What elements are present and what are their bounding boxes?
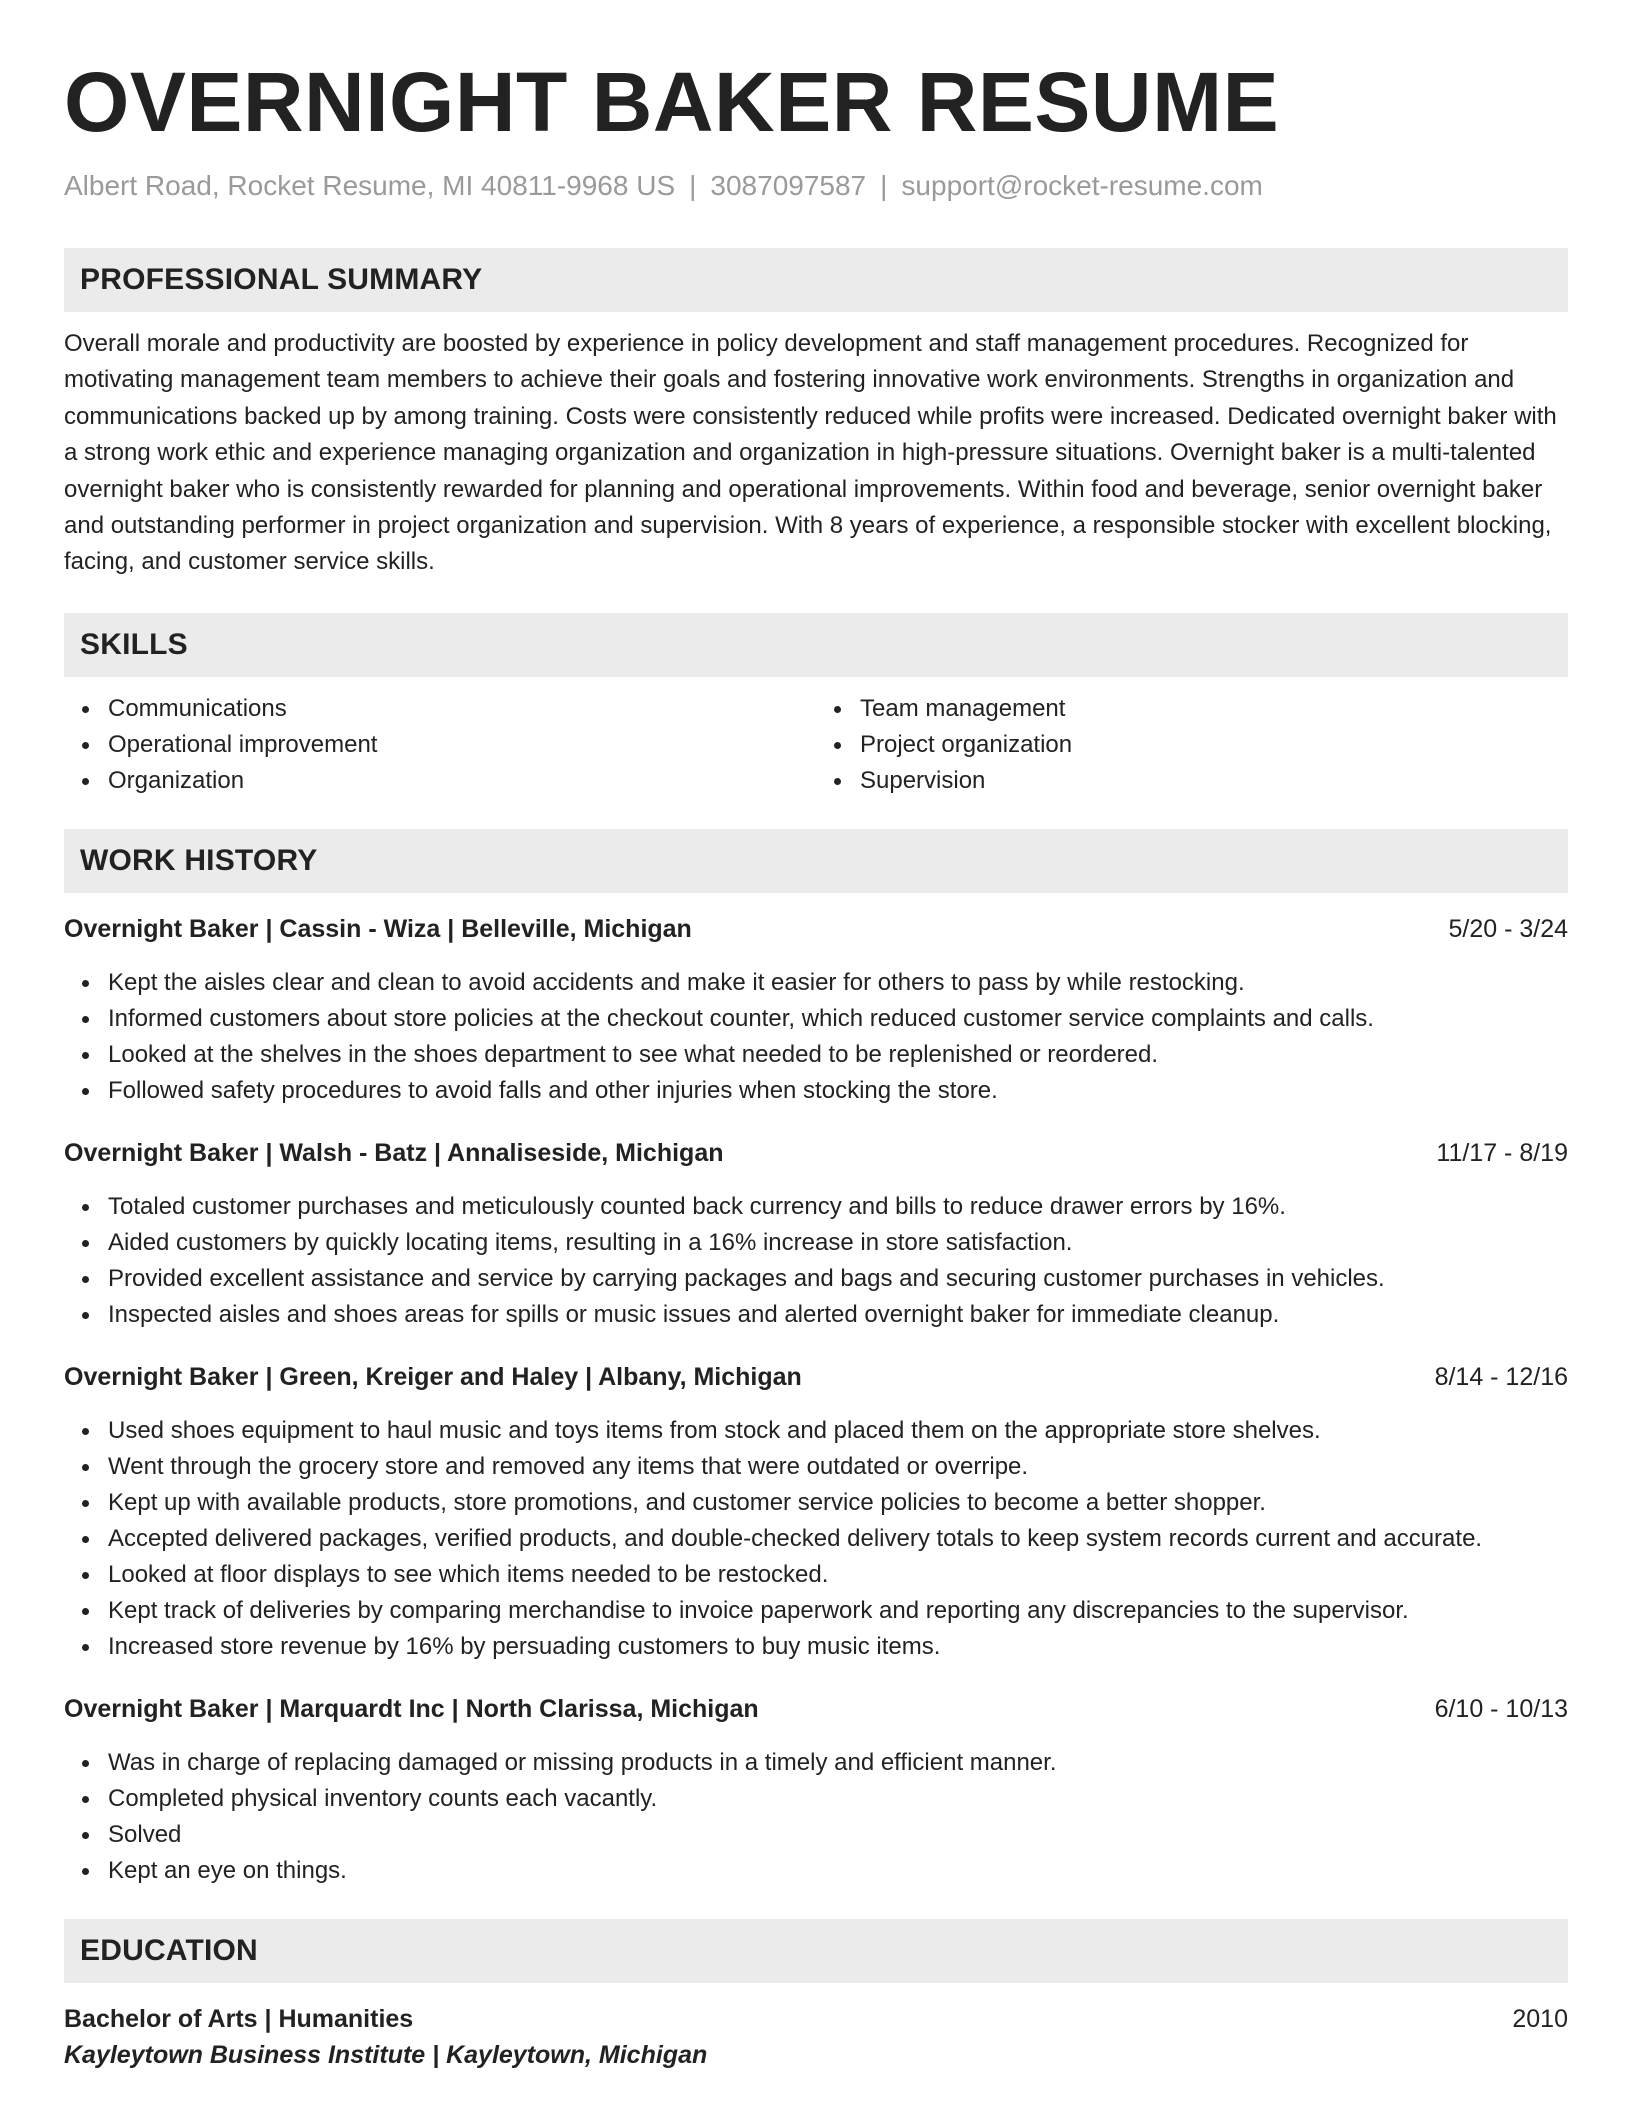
job-header bbox=[64, 1359, 1568, 1395]
skill-item: Project organization bbox=[860, 727, 1568, 763]
job-header bbox=[64, 1135, 1568, 1171]
education-entry bbox=[64, 2001, 1568, 2073]
job-header bbox=[64, 1691, 1568, 1727]
contact-separator: | bbox=[880, 170, 888, 201]
job-bullet: Solved bbox=[108, 1817, 1568, 1853]
job-bullet: Followed safety procedures to avoid falls and other injuries when stocking the store. bbox=[108, 1073, 1568, 1109]
job-dates: 6/10 - 10/13 bbox=[1434, 1694, 1568, 1723]
job-bullet: Went through the grocery store and removed any items that were outdated or overripe. bbox=[108, 1449, 1568, 1485]
skill-item: Team management bbox=[860, 691, 1568, 727]
job-title: Overnight Baker | Green, Kreiger and Haley | Albany, Michigan bbox=[64, 1362, 802, 1391]
job-bullet: Inspected aisles and shoes areas for spills or music issues and alerted overnight baker for immediate cleanup. bbox=[108, 1297, 1568, 1333]
skills-column-right bbox=[816, 691, 1568, 799]
job-bullets bbox=[64, 965, 1568, 1109]
job-bullet: Used shoes equipment to haul music and toys items from stock and placed them on the appropriate store shelves. bbox=[108, 1413, 1568, 1449]
skill-item: Communications bbox=[108, 691, 816, 727]
skills-column-left bbox=[64, 691, 816, 799]
resume-page bbox=[64, 52, 1568, 2073]
job-bullet: Looked at the shelves in the shoes department to see what needed to be replenished or reordered. bbox=[108, 1037, 1568, 1073]
job-title: Overnight Baker | Walsh - Batz | Annaliseside, Michigan bbox=[64, 1138, 724, 1167]
job-bullet: Increased store revenue by 16% by persuading customers to buy music items. bbox=[108, 1629, 1568, 1665]
section-header-skills bbox=[64, 613, 1568, 677]
job-bullet: Looked at floor displays to see which items needed to be restocked. bbox=[108, 1557, 1568, 1593]
job-entry bbox=[64, 911, 1568, 1109]
job-bullet: Completed physical inventory counts each vacantly. bbox=[108, 1781, 1568, 1817]
job-entry bbox=[64, 1359, 1568, 1665]
contact-phone: 3087097587 bbox=[710, 170, 867, 201]
section-header-work-history bbox=[64, 829, 1568, 893]
job-bullets bbox=[64, 1189, 1568, 1333]
section-title: PROFESSIONAL SUMMARY bbox=[80, 263, 483, 296]
section-title: SKILLS bbox=[80, 627, 188, 661]
resume-title: OVERNIGHT BAKER RESUME bbox=[64, 55, 1280, 149]
education-school: Kayleytown Business Institute | Kayleytown, Michigan bbox=[64, 2040, 708, 2069]
job-bullet: Kept up with available products, store promotions, and customer service policies to become a better shopper. bbox=[108, 1485, 1568, 1521]
job-bullet: Kept an eye on things. bbox=[108, 1853, 1568, 1889]
job-bullets bbox=[64, 1745, 1568, 1889]
job-title: Overnight Baker | Marquardt Inc | North Clarissa, Michigan bbox=[64, 1694, 759, 1723]
education-year: 2010 bbox=[1512, 2004, 1568, 2033]
job-entry bbox=[64, 1691, 1568, 1889]
section-title: EDUCATION bbox=[80, 1933, 258, 1967]
education-header bbox=[64, 2001, 1568, 2037]
job-bullet: Kept the aisles clear and clean to avoid accidents and make it easier for others to pass by while restocking. bbox=[108, 965, 1568, 1001]
job-bullet: Kept track of deliveries by comparing merchandise to invoice paperwork and reporting any discrepancies to the supervisor. bbox=[108, 1593, 1568, 1629]
job-dates: 11/17 - 8/19 bbox=[1436, 1138, 1568, 1167]
job-entry bbox=[64, 1135, 1568, 1333]
skills-list bbox=[64, 691, 1568, 799]
job-dates: 5/20 - 3/24 bbox=[1448, 914, 1568, 943]
section-header-summary bbox=[64, 248, 1568, 312]
contact-line bbox=[64, 168, 1568, 204]
section-title: WORK HISTORY bbox=[80, 843, 318, 877]
job-dates: 8/14 - 12/16 bbox=[1434, 1362, 1568, 1391]
job-bullet: Accepted delivered packages, verified products, and double-checked delivery totals to keep system records current and accurate. bbox=[108, 1521, 1568, 1557]
skill-item: Operational improvement bbox=[108, 727, 816, 763]
job-bullet: Totaled customer purchases and meticulously counted back currency and bills to reduce drawer errors by 16%. bbox=[108, 1189, 1568, 1225]
contact-address: Albert Road, Rocket Resume, MI 40811-9968 US bbox=[64, 170, 676, 201]
skill-item: Organization bbox=[108, 763, 816, 799]
job-title: Overnight Baker | Cassin - Wiza | Belleville, Michigan bbox=[64, 914, 692, 943]
contact-separator: | bbox=[689, 170, 697, 201]
section-header-education bbox=[64, 1919, 1568, 1983]
job-bullets bbox=[64, 1413, 1568, 1665]
professional-summary-text: Overall morale and productivity are boosted by experience in policy development and staff management procedures. Recognized for motivating management team members to achieve their goals and fostering innovative work environments. Strengths in organization and communications backed up by among training. Costs were consistently reduced while profits were increased. Dedicated overnight baker with a strong work ethic and experience managing organization and organization in high-pressure situations. Overnight baker is a multi-talented overnight baker who is consistently rewarded for planning and operational improvements. Within food and beverage, senior overnight baker and outstanding performer in project organization and supervision. With 8 years of experience, a responsible stocker with excellent blocking, facing, and customer service skills. bbox=[64, 330, 1557, 576]
job-header bbox=[64, 911, 1568, 947]
job-bullet: Aided customers by quickly locating items, resulting in a 16% increase in store satisfaction. bbox=[108, 1225, 1568, 1261]
education-degree: Bachelor of Arts | Humanities bbox=[64, 2004, 414, 2033]
job-bullet: Was in charge of replacing damaged or missing products in a timely and efficient manner. bbox=[108, 1745, 1568, 1781]
contact-email: support@rocket-resume.com bbox=[901, 170, 1263, 201]
job-bullet: Provided excellent assistance and service by carrying packages and bags and securing customer purchases in vehicles. bbox=[108, 1261, 1568, 1297]
job-bullet: Informed customers about store policies at the checkout counter, which reduced customer service complaints and calls. bbox=[108, 1001, 1568, 1037]
skill-item: Supervision bbox=[860, 763, 1568, 799]
